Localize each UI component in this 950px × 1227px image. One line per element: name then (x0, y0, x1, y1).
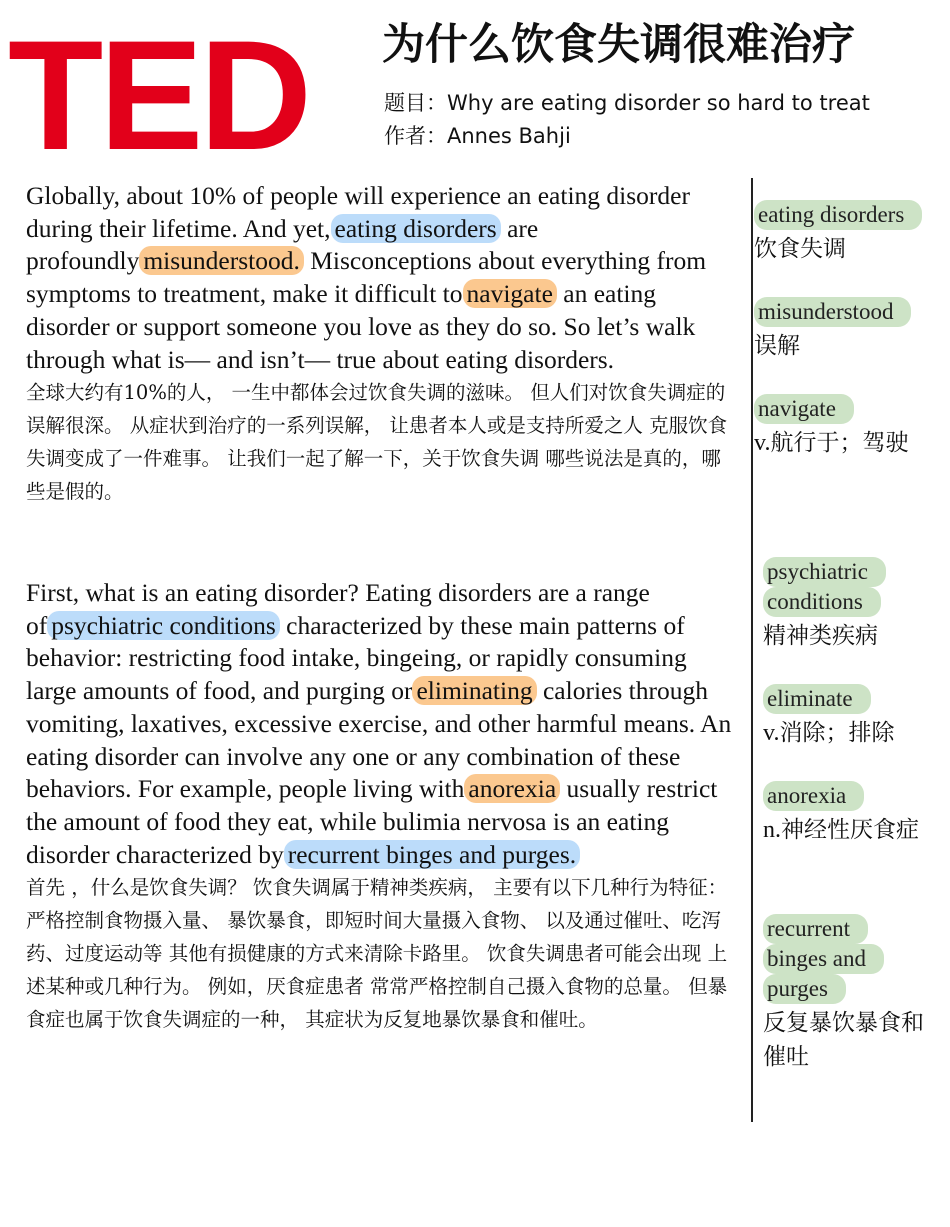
text-span: an eating disorder or support someone you love as they do so. So let’s walk through what is— and isn’t— true about eating disorders. (26, 279, 696, 374)
author-line: 作者：Annes Bahji (384, 124, 571, 148)
text-span: First, what is an eating disorder? Eating disorders are a range of (26, 578, 650, 640)
column-divider (751, 178, 753, 1122)
glossary-term: eliminate (763, 684, 871, 714)
glossary-item (763, 557, 943, 653)
subject-line: 题目：Why are eating disorder so hard to treat (384, 91, 870, 115)
glossary-definition: 误解 (754, 333, 800, 359)
paragraph-1-english (26, 180, 738, 376)
highlight-psychiatric-conditions: psychiatric conditions (47, 611, 280, 640)
page-title: 为什么饮食失调很难治疗 (382, 20, 855, 70)
glossary-term-line: binges and (763, 944, 884, 974)
glossary-term: anorexia (763, 781, 864, 811)
glossary-term-line: purges (763, 974, 846, 1004)
glossary-term: misunderstood (754, 297, 911, 327)
part-of-speech: v. (763, 720, 780, 746)
glossary-item (754, 200, 934, 266)
part-of-speech: v. (754, 430, 771, 456)
definition-text: 航行于；驾驶 (770, 430, 909, 456)
highlight-misunderstood: misunderstood. (139, 246, 304, 275)
text-span: Globally, about 10% of people will experience an eating disorder during their lifetime. And yet, (26, 181, 690, 243)
highlight-recurrent-binges: recurrent binges and purges. (284, 840, 580, 869)
highlight-anorexia: anorexia (464, 774, 560, 803)
definition-text: 消除；排除 (779, 720, 895, 746)
glossary-term: eating disorders (754, 200, 922, 230)
glossary-definition (754, 426, 934, 460)
text-span: characterized by these main patterns of behavior: restricting food intake, bingeing, or rapidly consuming large amounts of food, and purging or (26, 610, 687, 706)
paragraph-2-chinese: 首先 ，什么是饮食失调？ 饮食失调属于精神类疾病， 主要有以下几种行为特征： 严格控制食物摄入量、 暴饮暴食，即短时间大量摄入食物、 以及通过催吐、吃泻药、过度运动等 其他有损健康的方式来清除卡路里。 饮食失调患者可能会出现 上述某种或几种行为。 例如，厌食症患者 常常严格控制自己摄入食物的总量。 但暴食症也属于饮食失调症的一种， 其症状为反复地暴饮暴食和催吐。 (26, 876, 728, 1032)
glossary-definition: 饮食失调 (754, 236, 846, 262)
glossary-item (763, 914, 928, 1074)
glossary-definition (763, 716, 943, 750)
glossary-term: navigate (754, 394, 854, 424)
text-span: are profoundly (26, 213, 539, 276)
text-span: Misconceptions about everything from symptoms to treatment, make it difficult to (26, 246, 707, 309)
paragraph-2-english (26, 577, 738, 871)
paragraph-1 (26, 180, 738, 508)
part-of-speech: n. (763, 817, 781, 843)
glossary-item (754, 297, 934, 363)
highlight-eating-disorders: eating disorders (331, 214, 501, 243)
glossary-item (763, 684, 943, 750)
highlight-eliminating: eliminating (412, 676, 536, 705)
glossary-term-line: recurrent (763, 914, 868, 944)
glossary-definition: 反复暴饮暴食和催吐 (763, 1010, 924, 1070)
definition-text: 神经性厌食症 (781, 817, 919, 843)
glossary-term-line: conditions (763, 587, 881, 617)
paragraph-1-chinese: 全球大约有10%的人， 一生中都体会过饮食失调的滋味。 但人们对饮食失调症的误解很深。 从症状到治疗的一系列误解， 让患者本人或是支持所爱之人 克服饮食失调变成了一件难事。 让我们一起了解一下，关于饮食失调 哪些说法是真的，哪些是假的。 (26, 381, 728, 504)
glossary-definition: 精神类疾病 (763, 623, 878, 649)
text-span: calories through vomiting, laxatives, excessive exercise, and other harmful means. An eating disorder can involve any one or any combination of these behaviors. For example, people living with (26, 676, 732, 804)
glossary-term-line: psychiatric (763, 557, 886, 587)
glossary-item (754, 394, 934, 460)
paragraph-2 (26, 577, 738, 1036)
text-span: usually restrict the amount of food they eat, while bulimia nervosa is an eating disorder characterized by (26, 774, 718, 869)
ted-logo: TED (8, 9, 308, 183)
glossary-item (763, 781, 928, 847)
glossary-definition (763, 813, 928, 847)
highlight-navigate: navigate (463, 279, 557, 308)
